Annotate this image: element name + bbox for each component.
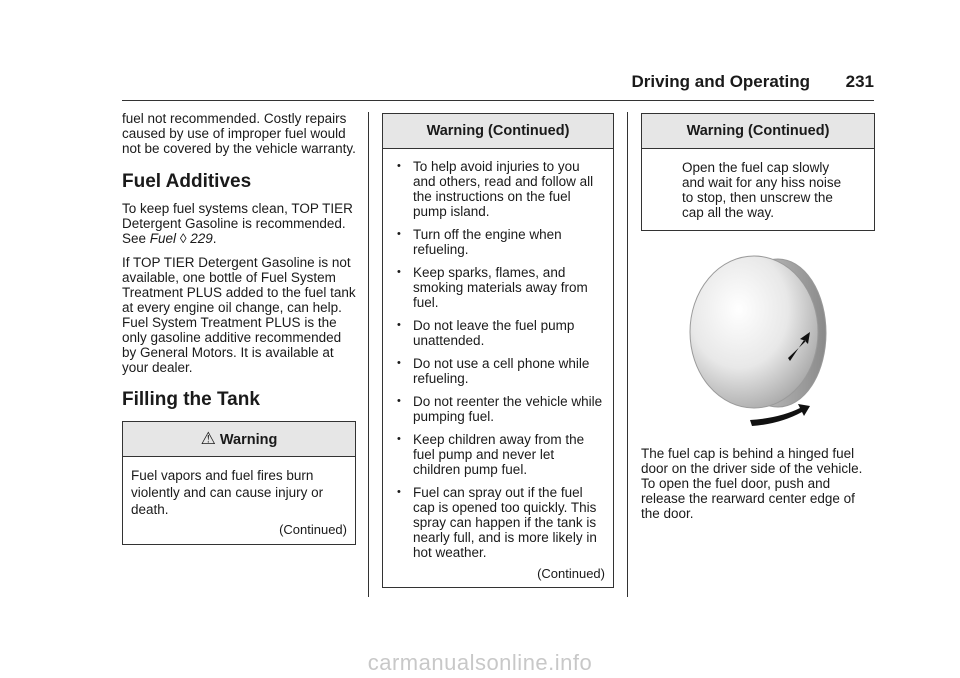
- warning-bullet-list: [391, 159, 605, 560]
- continued-label: (Continued): [537, 566, 605, 581]
- paragraph-treatment: If TOP TIER Detergent Gasoline is not available, one bottle of Fuel System Treatment PLUS added to the fuel tank at every engine oil change, can help. Fuel System Treatment PLUS is the only gasoline additive recommended by General Motors. It is available at your dealer.: [122, 255, 356, 375]
- warning-continued-body: [383, 149, 613, 587]
- paragraph-top-tier: [122, 201, 356, 246]
- warning-header: [123, 422, 355, 457]
- warning-continued-body: [642, 149, 874, 230]
- warning-bullet-item: • Turn off the engine when refueling.: [391, 227, 605, 257]
- header-rule: [122, 100, 874, 101]
- warning-continued-header: Warning (Continued): [383, 114, 613, 149]
- heading-filling-tank: Filling the Tank: [122, 389, 260, 410]
- paragraph-top-tier-text: To keep fuel systems clean, TOP TIER Detergent Gasoline is recommended. See: [122, 201, 353, 246]
- intro-paragraph: fuel not recommended. Costly repairs caused by use of improper fuel would not be covered by the vehicle warranty.: [122, 111, 356, 156]
- warning-box-2: [382, 113, 614, 588]
- warning-continued-header: Warning (Continued): [642, 114, 874, 149]
- fuel-door-caption: The fuel cap is behind a hinged fuel door on the driver side of the vehicle. To open the fuel door, push and release the rearward center edge of the door.: [641, 446, 863, 521]
- heading-fuel-additives: Fuel Additives: [122, 171, 252, 192]
- page-number: 231: [845, 72, 874, 91]
- cap-face: [690, 256, 818, 408]
- warning-bullet-item: • Keep children away from the fuel pump and never let children pump fuel.: [391, 432, 605, 477]
- warning-bullet-item: • Do not leave the fuel pump unattended.: [391, 318, 605, 348]
- warning-title: Warning: [219, 432, 278, 448]
- page-ref-arrow-icon: ◊: [179, 231, 187, 246]
- page-ref-number[interactable]: 229: [190, 231, 213, 246]
- warning-body: [123, 457, 355, 544]
- warning-box-1: [122, 421, 356, 545]
- warning-bullet-item: • Keep sparks, flames, and smoking materials away from fuel.: [391, 265, 605, 310]
- watermark: carmanualsonline.info: [367, 650, 593, 675]
- column-divider-2: [627, 112, 628, 597]
- section-title: Driving and Operating: [631, 72, 810, 91]
- warning-icon: ⚠: [200, 429, 216, 448]
- column-1: [122, 111, 356, 545]
- continued-label: (Continued): [279, 522, 347, 537]
- warning-bullet-item: • Fuel can spray out if the fuel cap is opened too quickly. This spray can happen if the tank is nearly full, and is more likely in hot weather.: [391, 485, 605, 560]
- warning-bullet-item: • To help avoid injuries to you and others, read and follow all the instructions on the fuel pump island.: [391, 159, 605, 219]
- fuel-cap-illustration: [680, 248, 850, 428]
- warning-text: Fuel vapors and fuel fires burn violently and can cause injury or death.: [131, 468, 324, 517]
- warning-bullet-item: • Do not reenter the vehicle while pumping fuel.: [391, 394, 605, 424]
- fuel-reference-link[interactable]: Fuel: [149, 231, 177, 246]
- warning-bullet-item: • Do not use a cell phone while refueling.: [391, 356, 605, 386]
- column-divider-1: [368, 112, 369, 597]
- warning-box-3: [641, 113, 875, 231]
- warning-text: Open the fuel cap slowly and wait for any hiss noise to stop, then unscrew the cap all the way.: [682, 160, 842, 220]
- paragraph-top-tier-end: .: [212, 231, 217, 246]
